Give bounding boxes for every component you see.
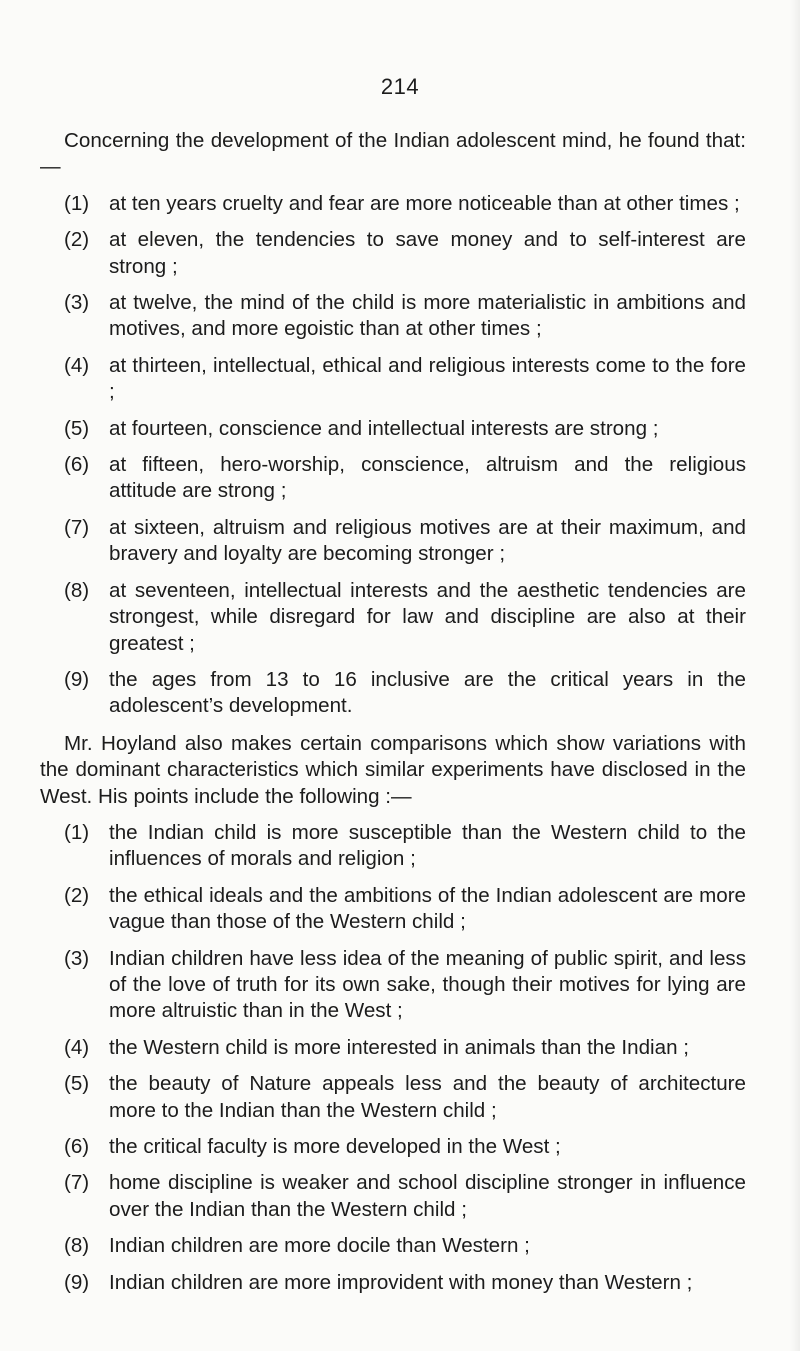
list-item — [40, 1035, 746, 1061]
item-number: (9) — [64, 1270, 90, 1294]
list-item — [40, 946, 746, 1025]
item-number: (5) — [64, 416, 90, 440]
list-item — [40, 1071, 746, 1124]
item-number: (3) — [64, 946, 90, 970]
intro-paragraph: Concerning the development of the Indian adolescent mind, he found that:— — [40, 129, 746, 179]
comparisons-list — [40, 820, 746, 1296]
item-number: (8) — [64, 578, 90, 602]
findings-list — [40, 191, 746, 720]
item-text: the ages from 13 to 16 inclusive are the critical years in the adolescent’s development. — [109, 667, 746, 718]
list-item — [40, 227, 746, 280]
list-item — [40, 416, 746, 442]
item-number: (7) — [64, 1171, 90, 1195]
item-text: the critical faculty is more developed in the West ; — [109, 1135, 561, 1158]
page-body — [40, 128, 746, 1307]
item-text: at sixteen, altruism and religious motives are at their maximum, and bravery and loyalty are becoming stronger ; — [109, 515, 746, 566]
item-text: Indian children are more docile than Western ; — [109, 1234, 530, 1258]
item-text: home discipline is weaker and school discipline stronger in influence over the Indian than the Western child ; — [109, 1171, 746, 1221]
item-text: at fifteen, hero-worship, conscience, altruism and the religious attitude are strong ; — [109, 453, 746, 503]
item-number: (2) — [64, 228, 90, 252]
list-item — [40, 667, 746, 720]
item-text: at fourteen, conscience and intellectual interests are strong ; — [109, 416, 659, 440]
item-text: the beauty of Nature appeals less and the beauty of architecture more to the Indian than the Western child ; — [109, 1072, 746, 1122]
list-item — [40, 1270, 746, 1296]
item-text: the Western child is more interested in animals than the Indian ; — [109, 1035, 689, 1059]
list-item — [40, 290, 746, 343]
page-edge-shadow — [790, 0, 800, 1351]
item-text: at seventeen, intellectual interests and the aesthetic tendencies are strongest, while disregard for law and discipline are also at their greatest ; — [109, 578, 746, 655]
item-number: (8) — [64, 1234, 90, 1258]
item-number: (4) — [64, 353, 90, 377]
item-number: (7) — [64, 515, 90, 539]
item-number: (3) — [64, 291, 90, 315]
list-item — [40, 883, 746, 936]
item-text: the ethical ideals and the ambitions of the Indian adolescent are more vague than those of the Western child ; — [109, 883, 746, 934]
item-number: (6) — [64, 453, 90, 477]
list-item — [40, 191, 746, 217]
item-number: (9) — [64, 667, 90, 691]
item-number: (6) — [64, 1135, 90, 1158]
item-number: (1) — [64, 820, 90, 844]
item-text: at twelve, the mind of the child is more materialistic in ambitions and motives, and more egoistic than at other times ; — [109, 291, 746, 341]
item-number: (4) — [64, 1035, 90, 1059]
list-item — [40, 1170, 746, 1223]
list-item — [40, 1134, 746, 1160]
item-text: Indian children are more improvident with money than Western ; — [109, 1270, 693, 1294]
item-text: at ten years cruelty and fear are more noticeable than at other times ; — [109, 191, 740, 215]
item-number: (1) — [64, 191, 90, 215]
page-number: 214 — [380, 74, 420, 99]
list-item — [40, 452, 746, 505]
list-item — [40, 1233, 746, 1259]
comparison-paragraph: Mr. Hoyland also makes certain comparisons which show variations with the dominant characteristics which similar experiments have disclosed in the West. His points include the following :— — [40, 731, 746, 808]
list-item — [40, 578, 746, 657]
list-item — [40, 353, 746, 406]
item-text: Indian children have less idea of the meaning of public spirit, and less of the love of truth for its own sake, though their motives for lying are more altruistic than in the West ; — [109, 946, 746, 1023]
item-text: at eleven, the tendencies to save money and to self-interest are strong ; — [109, 228, 746, 278]
list-item — [40, 515, 746, 568]
list-item — [40, 820, 746, 873]
item-number: (5) — [64, 1072, 90, 1096]
item-number: (2) — [64, 883, 90, 907]
item-text: at thirteen, intellectual, ethical and religious interests come to the fore ; — [109, 353, 746, 404]
item-text: the Indian child is more susceptible than the Western child to the influences of morals and religion ; — [109, 820, 746, 871]
